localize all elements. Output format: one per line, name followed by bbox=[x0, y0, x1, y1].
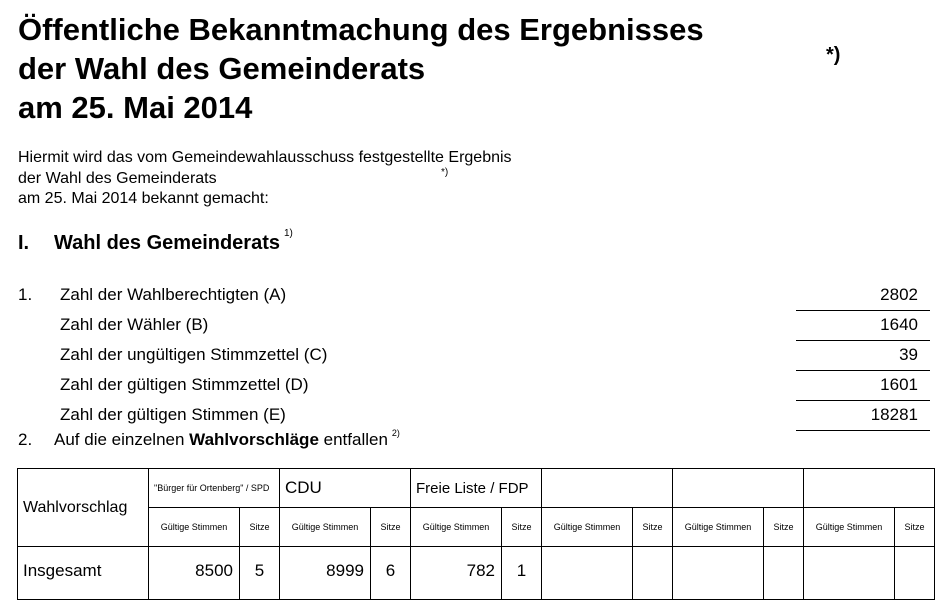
section-number: I. bbox=[18, 232, 30, 254]
votes-column-header: Gültige Stimmen bbox=[411, 508, 502, 547]
stat-row-ungueltige-stimmzettel bbox=[18, 343, 930, 371]
seats-column-header: Sitze bbox=[633, 508, 673, 547]
stat-label: Zahl der Wähler (B) bbox=[60, 315, 209, 334]
seats-column-header: Sitze bbox=[895, 508, 935, 547]
section-footnote: 1) bbox=[284, 228, 293, 239]
intro-footnote-marker: *) bbox=[441, 167, 449, 178]
stat-underline bbox=[796, 370, 930, 371]
party-name bbox=[804, 469, 935, 508]
total-votes: 8500 bbox=[149, 547, 240, 600]
seats-column-header: Sitze bbox=[240, 508, 280, 547]
section-heading bbox=[18, 228, 293, 255]
votes-column-header: Gültige Stimmen bbox=[673, 508, 764, 547]
stat-value: 2802 bbox=[880, 285, 918, 304]
item-2-footnote: 2) bbox=[391, 428, 400, 438]
stat-row-wahlberechtigte bbox=[18, 283, 930, 311]
intro-paragraph bbox=[18, 148, 512, 210]
total-seats: 1 bbox=[502, 547, 542, 600]
title-line-2: der Wahl des Gemeinderats bbox=[18, 51, 426, 86]
stat-underline bbox=[796, 340, 930, 341]
intro-line-1: Hiermit wird das vom Gemeindewahlausschuss festgestellte Ergebnis bbox=[18, 149, 512, 166]
title-line-3: am 25. Mai 2014 bbox=[18, 90, 253, 125]
total-votes bbox=[673, 547, 764, 600]
stat-value: 1601 bbox=[880, 375, 918, 394]
party-name: CDU bbox=[280, 469, 411, 508]
party-name: "Bürger für Ortenberg" / SPD bbox=[149, 469, 280, 508]
document-title bbox=[18, 10, 704, 127]
stat-underline bbox=[796, 310, 930, 311]
votes-column-header: Gültige Stimmen bbox=[149, 508, 240, 547]
stat-label: Zahl der ungültigen Stimmzettel (C) bbox=[60, 345, 328, 364]
total-row bbox=[18, 547, 935, 600]
subheader-row bbox=[18, 508, 935, 547]
party-header-row bbox=[18, 469, 935, 508]
stat-row-gueltige-stimmen bbox=[18, 403, 930, 431]
stat-number: 1. bbox=[18, 285, 33, 304]
party-name bbox=[673, 469, 804, 508]
total-votes bbox=[542, 547, 633, 600]
results-table bbox=[17, 468, 935, 600]
item-2-text-bold: Wahlvorschläge bbox=[189, 430, 319, 449]
seats-column-header: Sitze bbox=[371, 508, 411, 547]
party-name: Freie Liste / FDP bbox=[411, 469, 542, 508]
stat-value: 39 bbox=[899, 345, 918, 364]
title-line-1: Öffentliche Bekanntmachung des Ergebnisses bbox=[18, 12, 704, 47]
section-title: Wahl des Gemeinderats bbox=[54, 232, 280, 254]
stat-label: Zahl der gültigen Stimmen (E) bbox=[60, 405, 286, 424]
total-seats bbox=[633, 547, 673, 600]
stat-label: Zahl der gültigen Stimmzettel (D) bbox=[60, 375, 309, 394]
stat-row-waehler bbox=[18, 313, 930, 341]
total-seats bbox=[895, 547, 935, 600]
votes-column-header: Gültige Stimmen bbox=[280, 508, 371, 547]
seats-column-header: Sitze bbox=[502, 508, 542, 547]
total-votes bbox=[804, 547, 895, 600]
stat-underline bbox=[796, 430, 930, 431]
party-name bbox=[542, 469, 673, 508]
title-footnote-marker: *) bbox=[826, 44, 841, 66]
total-seats: 5 bbox=[240, 547, 280, 600]
stat-value: 1640 bbox=[880, 315, 918, 334]
item-2-heading bbox=[18, 430, 400, 450]
intro-line-3: am 25. Mai 2014 bekannt gemacht: bbox=[18, 190, 269, 207]
stat-label: Zahl der Wahlberechtigten (A) bbox=[60, 285, 287, 304]
stat-underline bbox=[796, 400, 930, 401]
votes-column-header: Gültige Stimmen bbox=[804, 508, 895, 547]
total-seats: 6 bbox=[371, 547, 411, 600]
row-header-wahlvorschlag: Wahlvorschlag bbox=[18, 469, 149, 547]
intro-line-2: der Wahl des Gemeinderats bbox=[18, 169, 217, 187]
stat-value: 18281 bbox=[870, 405, 918, 424]
total-votes: 8999 bbox=[280, 547, 371, 600]
item-2-text-after: entfallen bbox=[318, 430, 388, 449]
seats-column-header: Sitze bbox=[764, 508, 804, 547]
stat-row-gueltige-stimmzettel bbox=[18, 373, 930, 401]
total-label: Insgesamt bbox=[18, 547, 149, 600]
item-2-text-before: Auf die einzelnen bbox=[54, 430, 190, 449]
item-2-number: 2. bbox=[18, 430, 33, 449]
votes-column-header: Gültige Stimmen bbox=[542, 508, 633, 547]
total-seats bbox=[764, 547, 804, 600]
total-votes: 782 bbox=[411, 547, 502, 600]
